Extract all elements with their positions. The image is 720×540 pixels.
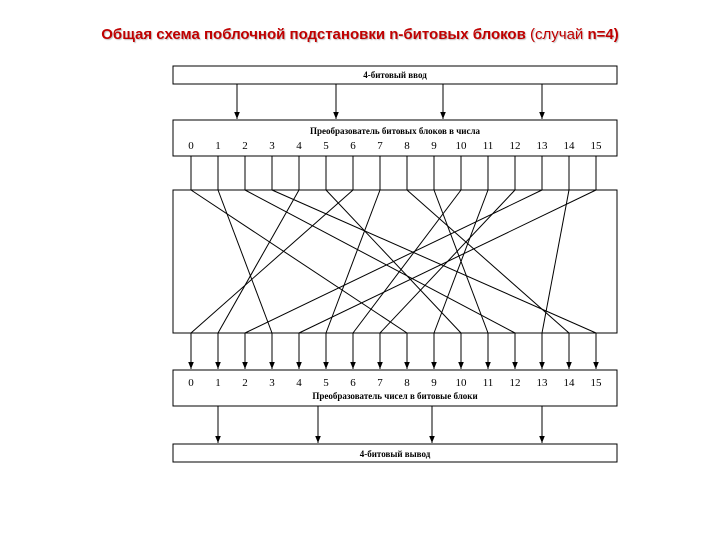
decoder-number: 12: [509, 377, 521, 389]
encoder-number: 14: [563, 140, 575, 152]
encoder-number: 0: [188, 140, 194, 152]
decoder-number: 10: [455, 377, 467, 389]
decoder-number: 6: [350, 377, 356, 389]
encoder-number: 6: [350, 140, 356, 152]
encoder-output-lines: [191, 156, 596, 190]
output-label: 4-битовый вывод: [359, 449, 431, 459]
decoder-number: 15: [590, 377, 602, 389]
encoder-number: 15: [590, 140, 602, 152]
encoder-number: 3: [269, 140, 275, 152]
title-main: Общая схема поблочной подстановки n-битовых блоков: [101, 26, 526, 43]
decoder-number: 7: [377, 377, 383, 389]
input-arrows: [237, 84, 542, 119]
encoder-label: Преобразователь битовых блоков в числа: [309, 126, 481, 136]
output-arrows: [218, 406, 542, 443]
decoder-number: 2: [242, 377, 248, 389]
title-case: n=4): [587, 26, 619, 43]
decoder-label: Преобразователь чисел в битовые блоки: [312, 391, 478, 401]
encoder-number: 4: [296, 140, 302, 152]
encoder-number: 10: [455, 140, 467, 152]
decoder-number: 0: [188, 377, 194, 389]
decoder-number: 9: [431, 377, 437, 389]
decoder-number: 8: [404, 377, 410, 389]
title-paren: (случай: [530, 26, 584, 43]
encoder-number: 2: [242, 140, 248, 152]
encoder-number: 1: [215, 140, 221, 152]
encoder-number: 13: [536, 140, 548, 152]
decoder-number: 14: [563, 377, 575, 389]
encoder-number: 9: [431, 140, 437, 152]
encoder-number: 11: [482, 140, 494, 152]
encoder-number: 5: [323, 140, 329, 152]
encoder-number: 8: [404, 140, 410, 152]
decoder-number: 13: [536, 377, 548, 389]
decoder-number: 1: [215, 377, 221, 389]
decoder-number: 4: [296, 377, 302, 389]
decoder-number: 11: [482, 377, 494, 389]
encoder-number: 12: [509, 140, 521, 152]
decoder-number: 5: [323, 377, 329, 389]
permutation-output-arrows: [191, 333, 596, 369]
input-label: 4-битовый ввод: [363, 70, 427, 80]
encoder-number: 7: [377, 140, 383, 152]
decoder-number: 3: [269, 377, 275, 389]
